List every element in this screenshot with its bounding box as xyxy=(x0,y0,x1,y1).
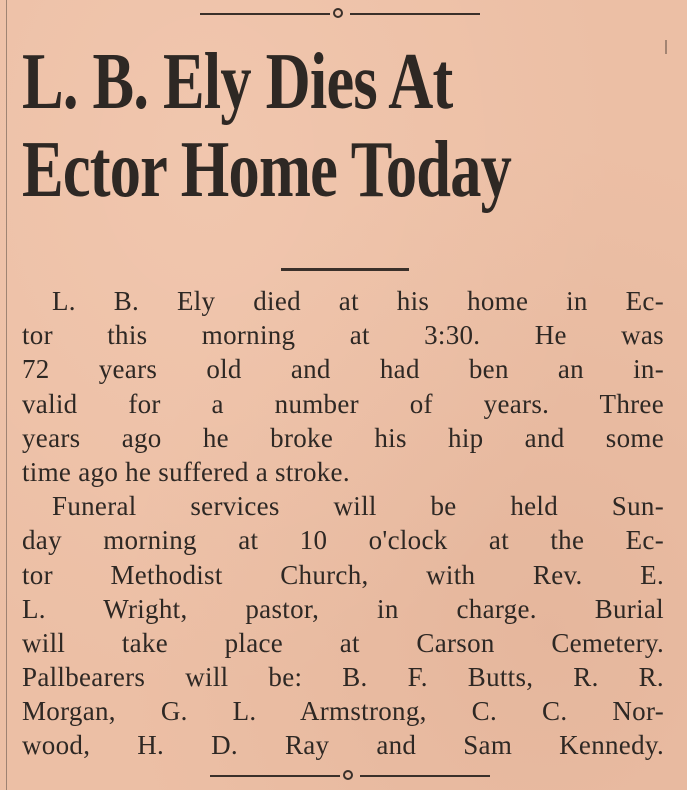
article-line: years ago he broke his hip and some xyxy=(22,422,664,453)
article-line: Morgan, G. L. Armstrong, C. C. Nor- xyxy=(22,696,664,727)
article-line: Pallbearers will be: B. F. Butts, R. R. xyxy=(22,662,664,693)
ornament-line-right xyxy=(350,13,480,15)
article-line: L. Wright, pastor, in charge. Burial xyxy=(22,593,664,624)
article-line: time ago he suffered a stroke. xyxy=(22,456,350,487)
ornament-line-left xyxy=(210,775,340,777)
headline xyxy=(22,38,521,214)
ornament-line-right xyxy=(360,775,490,777)
margin-mark xyxy=(665,40,667,54)
article-line: tor Methodist Church, with Rev. E. xyxy=(22,559,664,590)
article-line: valid for a number of years. Three xyxy=(22,388,664,419)
ornament-line-left xyxy=(200,13,330,15)
article-body xyxy=(22,284,664,763)
headline-line-1: L. B. Ely Dies At xyxy=(22,38,453,126)
article-line: will take place at Carson Cemetery. xyxy=(22,627,664,658)
article-line: 72 years old and had ben an in- xyxy=(22,354,664,385)
article-line: wood, H. D. Ray and Sam Kennedy. xyxy=(22,730,664,761)
ornament-circle-icon xyxy=(333,8,343,18)
column-rule xyxy=(6,0,7,790)
top-ornament-rule xyxy=(200,8,480,20)
article-line: L. B. Ely died at his home in Ec- xyxy=(52,286,664,316)
article-line: day morning at 10 o'clock at the Ec- xyxy=(22,525,664,556)
article-line: Funeral services will be held Sun- xyxy=(52,491,664,522)
ornament-circle-icon xyxy=(343,770,353,780)
headline-line-2: Ector Home Today xyxy=(22,126,512,214)
bottom-ornament-rule xyxy=(210,770,490,782)
headline-divider xyxy=(281,268,409,271)
article-line: tor this morning at 3:30. He was xyxy=(22,320,664,351)
